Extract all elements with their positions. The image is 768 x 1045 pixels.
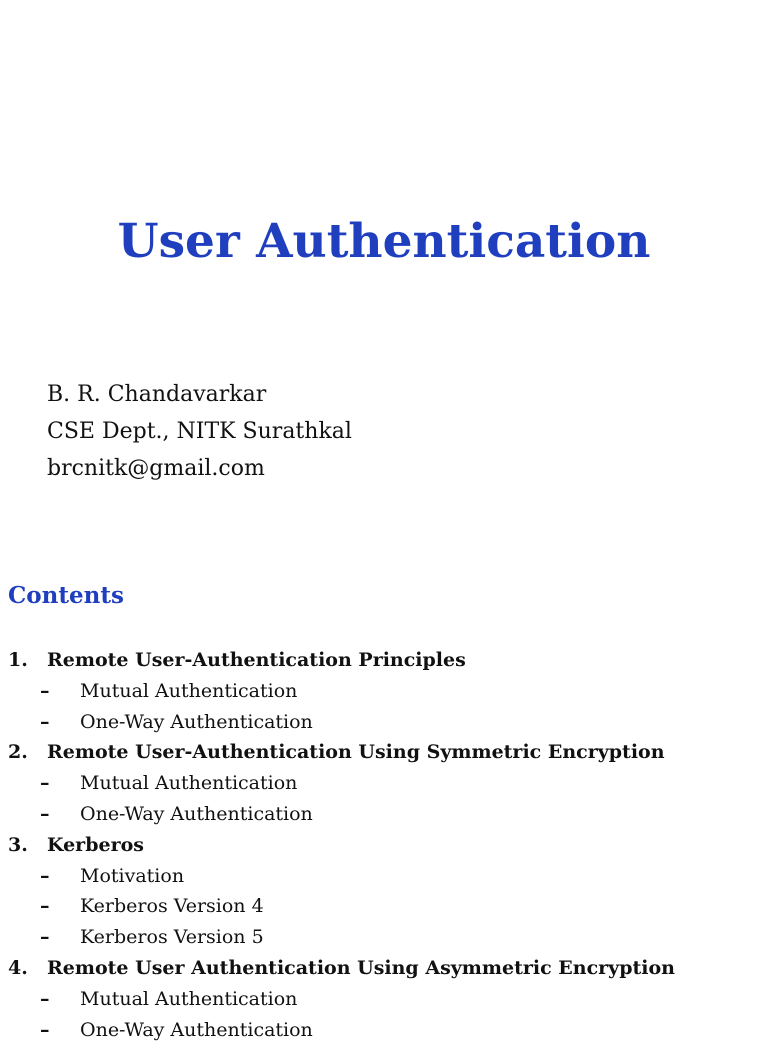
toc-subitem-label: Kerberos Version 5: [80, 926, 264, 949]
page-title: User Authentication: [117, 214, 651, 269]
toc-subitem-label: One-Way Authentication: [80, 710, 313, 733]
author-affiliation: CSE Dept., NITK Surathkal: [47, 419, 352, 444]
toc-subitem-label: One-Way Authentication: [80, 1018, 313, 1041]
toc-section-title: Remote User Authentication Using Asymmetric Encryption: [47, 956, 675, 979]
toc-subitem-label: Mutual Authentication: [80, 679, 298, 702]
toc-section-number: 1.: [8, 649, 28, 671]
toc-section-title: Kerberos: [47, 833, 144, 856]
toc-subitem-label: Mutual Authentication: [80, 772, 298, 795]
dash-bullet: –: [40, 864, 50, 887]
table-of-contents: [8, 645, 768, 1045]
toc-subitem-label: One-Way Authentication: [80, 802, 313, 825]
toc-subitem: [8, 1015, 768, 1045]
author-email: brcnitk@gmail.com: [47, 456, 265, 481]
toc-subitem-label: Kerberos Version 4: [80, 895, 264, 918]
dash-bullet: –: [40, 895, 50, 918]
toc-section-title: Remote User-Authentication Using Symmetric Encryption: [47, 741, 665, 764]
dash-bullet: –: [40, 710, 50, 733]
toc-subitem: [8, 922, 768, 953]
dash-bullet: –: [40, 987, 50, 1010]
toc-section-number: 4.: [8, 956, 28, 979]
toc-subitem: [8, 707, 768, 738]
dash-bullet: –: [40, 926, 50, 949]
toc-subitem-label: Mutual Authentication: [80, 987, 298, 1010]
toc-subitem: [8, 861, 768, 892]
dash-bullet: –: [40, 772, 50, 795]
toc-section-title: Remote User-Authentication Principles: [47, 649, 466, 671]
dash-bullet: –: [40, 679, 50, 702]
toc-subitem: [8, 891, 768, 922]
toc-subitem: [8, 799, 768, 830]
toc-section: [8, 737, 768, 768]
toc-subitem: [8, 984, 768, 1015]
toc-section-number: 2.: [8, 741, 28, 764]
toc-section: [8, 645, 768, 676]
dash-bullet: –: [40, 802, 50, 825]
toc-subitem: [8, 676, 768, 707]
toc-subitem: [8, 768, 768, 799]
toc-subitem-label: Motivation: [80, 864, 185, 887]
toc-section: [8, 830, 768, 861]
toc-section-number: 3.: [8, 833, 28, 856]
toc-section: [8, 953, 768, 984]
contents-heading: Contents: [8, 582, 124, 609]
author-name: B. R. Chandavarkar: [47, 382, 267, 407]
dash-bullet: –: [40, 1018, 50, 1041]
author-block: [47, 376, 352, 487]
